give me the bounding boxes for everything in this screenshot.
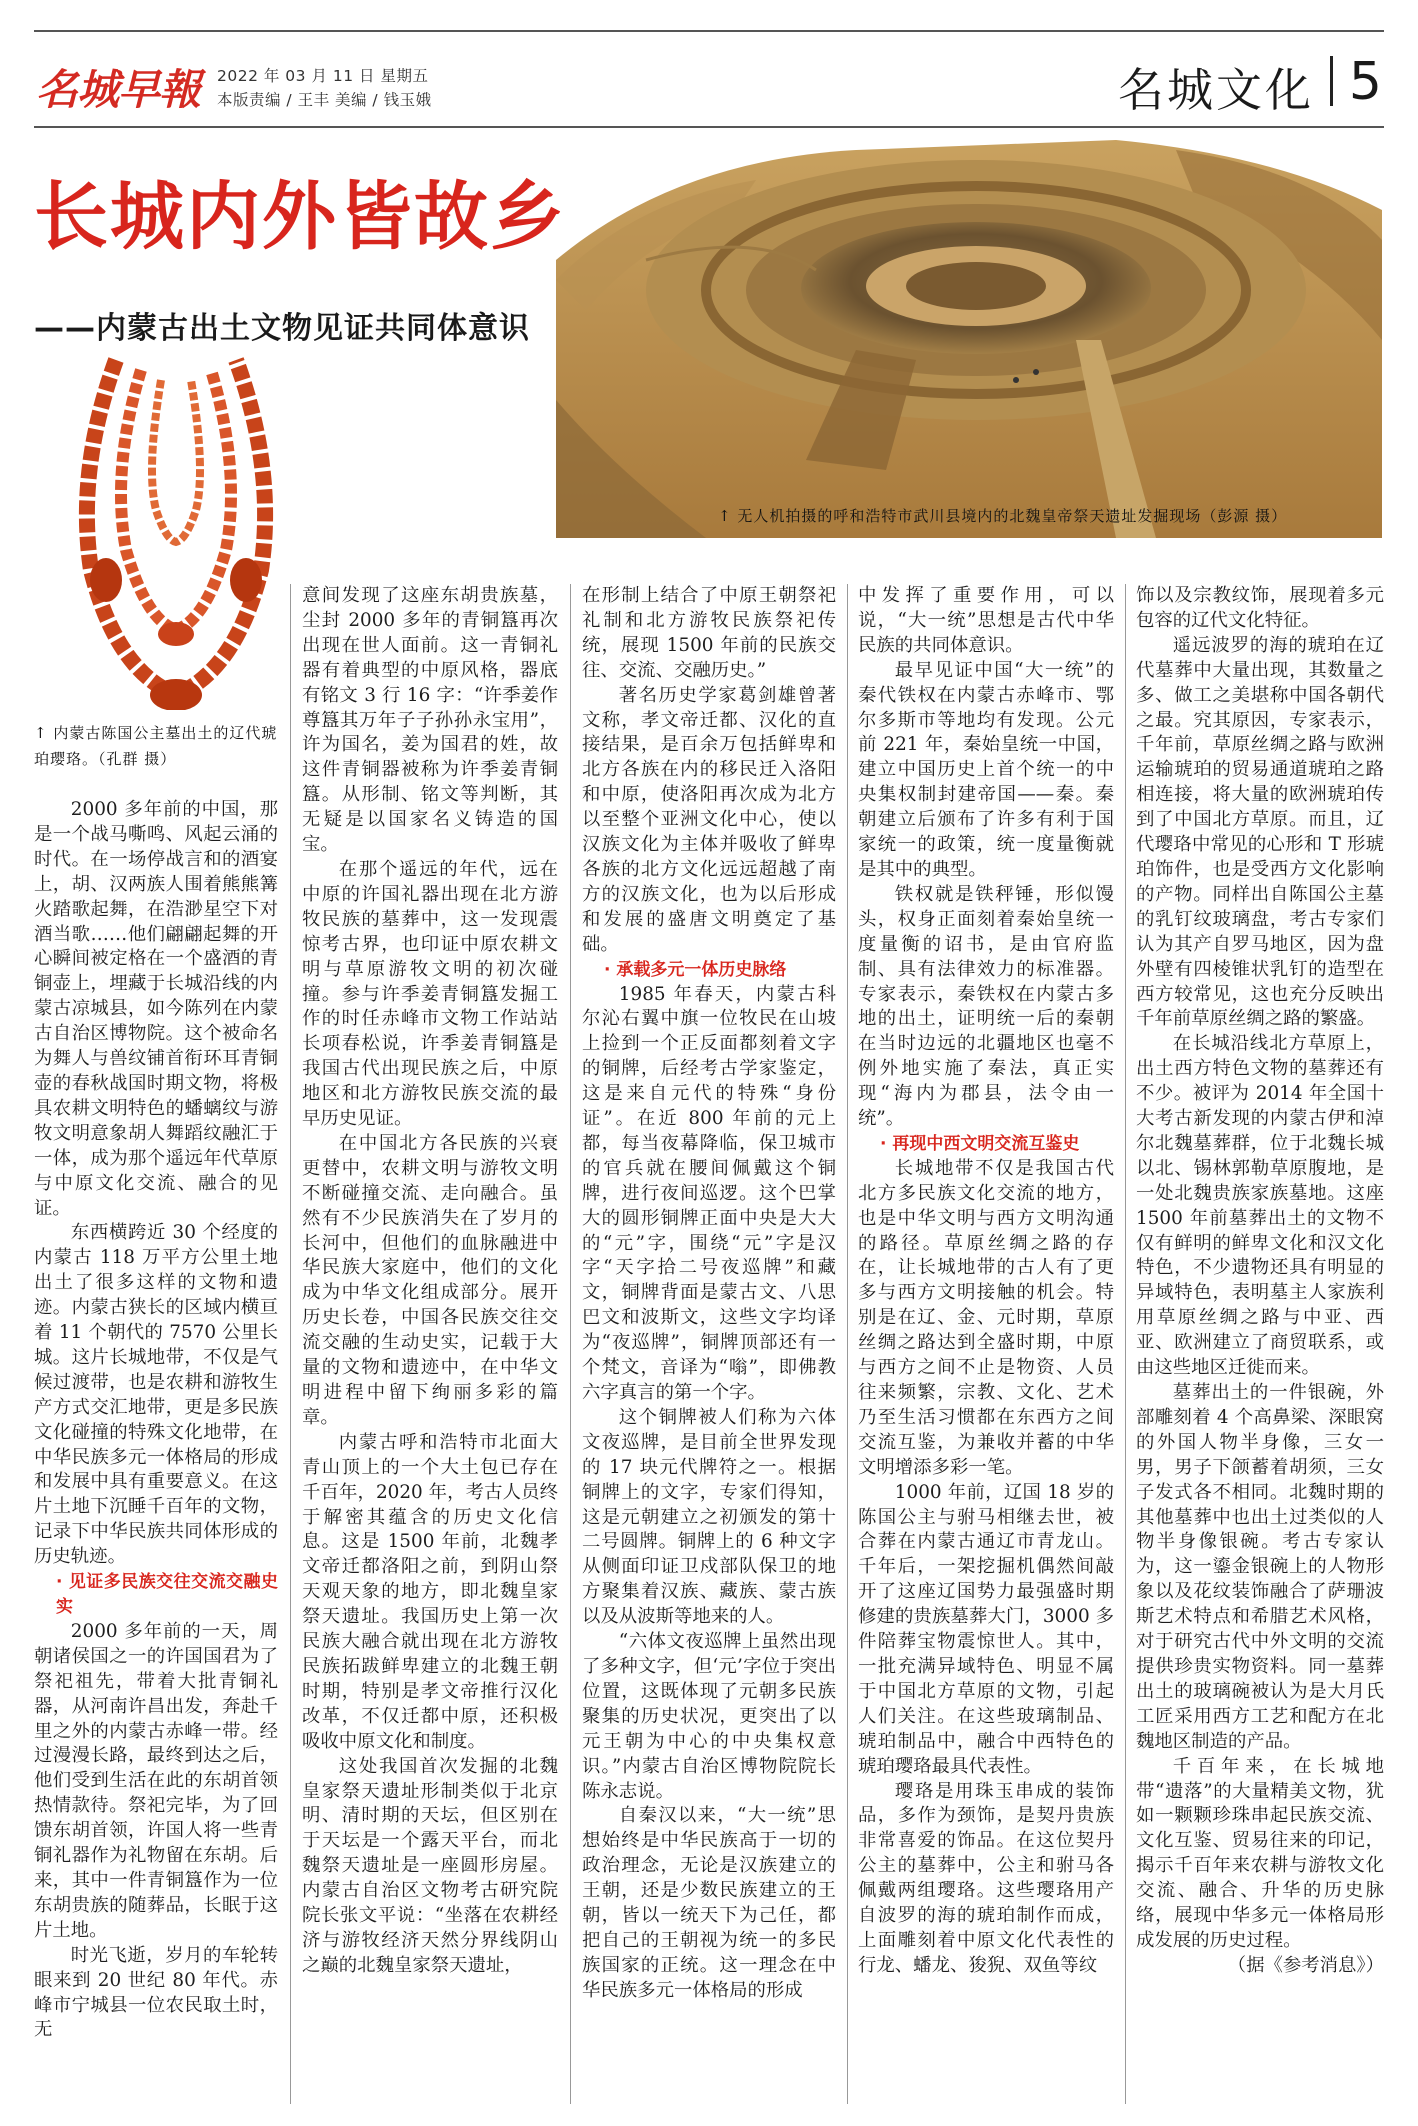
column-rule [290,584,291,2104]
article-paragraph: 意间发现了这座东胡贵族墓，尘封 2000 多年的青铜簋再次出现在世人面前。这一青铜礼器有着典型的中原风格，器底有铭文 3 行 16 字：“许季姜作尊簋其万年子子孙孙永宝用”，许为国名，姜为国君的姓，故这件青铜器被称为许季姜青铜簋。从形制、铭文等判断，其无疑是以国家名义铸造的国宝。 [302,585,558,856]
article-paragraph: 遥远波罗的海的琥珀在辽代墓葬中大量出现，其数量之多、做工之美堪称中国各朝代之最。究其原因，专家表示，千年前，草原丝绸之路与欧洲运输琥珀的贸易通道琥珀之路相连接，将大量的欧洲琥珀传到了中国北方草原。而且，辽代璎珞中常见的心形和 T 形琥珀饰件，也是受西方文化影响的产物。同样出自陈国公主墓的乳钉纹玻璃盘，考古专家们认为其产自罗马地区，因为盘外壁有四棱锥状乳钉的造型在西方较常见，这也充分反映出千年前草原丝绸之路的繁盛。 [1136,634,1384,1030]
article-column-2 [302,584,558,2118]
article-paragraph: 在形制上结合了中原王朝祭祀礼制和北方游牧民族祭祀传统，展现 1500 年前的民族交往、交流、交融历史。” [582,585,836,681]
page-number: 5 [1348,52,1382,112]
section-subhead: · 见证多民族交往交流交融史实 [56,1572,278,1617]
article-paragraph: 在长城沿线北方草原上，出土西方特色文物的墓葬还有不少。被评为 2014 年全国十大考古新发现的内蒙古伊和淖尔北魏墓葬群，位于北魏长城以北、锡林郭勒草原腹地，是一处北魏贵族家族墓地。这座 1500 年前墓葬出土的文物不仅有鲜明的鲜卑文化和汉文化特色，不少遗物还具有明显的异域特色，表明墓主人家族利用草原丝绸之路与中亚、西亚、欧洲建立了商贸联系，或由这些地区迁徙而来。 [1136,1033,1384,1379]
svg-text:名城早報: 名城早報 [36,65,201,114]
article-column-5 [1136,584,1384,2118]
section-subhead: · 承载多元一体历史脉络 [604,959,787,980]
article-paragraph: 著名历史学家葛剑雄曾著文称，孝文帝迁都、汉化的直接结果，是百余万包括鲜卑和北方各族在内的移民迁入洛阳和中原，使洛阳再次成为北方以至整个亚洲文化中心，使以汉族文化为主体并吸收了鲜卑各族的北方文化远远超越了南方的汉族文化，也为以后形成和发展的盛唐文明奠定了基础。 [582,684,836,955]
article-paragraph: 这个铜牌被人们称为六体文夜巡牌，是目前全世界发现的 17 块元代牌符之一。根据铜牌上的文字，专家们得知，这是元朝建立之初颁发的第十二号圆牌。铜牌上的 6 种文字从侧面印证卫戍部队保卫的地方聚集着汉族、藏族、蒙古族以及从波斯等地来的人。 [582,1406,836,1628]
header-top-rule [34,30,1384,32]
subheadline: ——内蒙古出土文物见证共同体意识 [34,311,530,346]
section-divider [1330,56,1333,106]
article-paragraph: 东西横跨近 30 个经度的内蒙古 118 万平方公里土地出土了很多这样的文物和遗迹。内蒙古狭长的区域内横亘着 11 个朝代的 7570 公里长城。这片长城地带，不仅是气候过渡带，也是农耕和游牧生产方式交汇地带，更是多民族文化碰撞的特殊文化地带，在中华民族多元一体格局的形成和发展中具有重要意义。在这片土地下沉睡千百年的文物，记录下中华民族共同体形成的历史轨迹。 [34,1222,278,1568]
article-column-4 [858,584,1114,2118]
article-paragraph: 璎珞是用珠玉串成的装饰品，多作为颈饰，是契丹贵族非常喜爱的饰品。在这位契丹公主的墓葬中，公主和驸马各佩戴两组璎珞。这些璎珞用产自波罗的海的琥珀制作而成，上面雕刻着中原文化代表性的行龙、蟠龙、狻猊、双鱼等纹 [858,1780,1114,1976]
excavation-aerial-photo [556,140,1382,538]
article-paragraph: 这处我国首次发掘的北魏皇家祭天遗址形制类似于北京明、清时期的天坛，但区别在于天坛是一个露天平台，而北魏祭天遗址是一座圆形房屋。内蒙古自治区文物考古研究院院长张文平说：“坐落在农耕经济与游牧经济天然分界线阴山之巅的北魏皇家祭天遗址， [302,1755,558,1976]
article-column-3 [582,584,836,2118]
article-paragraph: 中发挥了重要作用，可以说，“大一统”思想是古代中华民族的共同体意识。 [858,585,1114,656]
amber-necklace-photo [46,350,306,710]
article-paragraph: 长城地带不仅是我国古代北方多民族文化交流的地方，也是中华文明与西方文明沟通的路径。草原丝绸之路的存在，让长城地带的古人有了更多与西方文明接触的机会。特别是在辽、金、元时期，草原丝绸之路达到全盛时期，中原与西方之间不止是物资、人员往来频繁，宗教、文化、艺术乃至生活习惯都在东西方之间交流互鉴，为兼收并蓄的中华文明增添多彩一笔。 [858,1157,1114,1478]
article-paragraph: 自秦汉以来，“大一统”思想始终是中华民族高于一切的政治理念，无论是汉族建立的王朝，还是少数民族建立的王朝，皆以一统天下为己任，都把自己的王朝视为统一的多民族国家的正统。这一理念在中华民族多元一体格局的形成 [582,1805,836,2001]
article-paragraph: 内蒙古呼和浩特市北面大青山顶上的一个大土包已存在千百年，2020 年，考古人员终于解密其蕴含的历史文化信息。这是 1500 年前，北魏孝文帝迁都洛阳之前，到阴山祭天观天象的地方，即北魏皇家祭天遗址。我国历史上第一次民族大融合就出现在北方游牧民族拓跋鲜卑建立的北魏王朝时期，特别是孝文帝推行汉化改革，不仅迁都中原，还积极吸收中原文化和制度。 [302,1431,558,1752]
header-bottom-rule [34,126,1384,128]
masthead-logo [34,58,210,116]
article-paragraph: 铁权就是铁秤锤，形似馒头，权身正面刻着秦始皇统一度量衡的诏书，是由官府监制、具有法律效力的标准器。专家表示，秦铁权在内蒙古多地的出土，证明统一后的秦朝在当时边远的北疆地区也毫不例外地实施了秦法，真正实现“海内为郡县，法令由一统”。 [858,883,1114,1130]
article-paragraph: 1000 年前，辽国 18 岁的陈国公主与驸马相继去世，被合葬在内蒙古通辽市青龙山。千年后，一架挖掘机偶然间敲开了这座辽国势力最强盛时期修建的贵族墓葬大门，3000 多件陪葬宝物震惊世人。其中，一批充满异域特色、明显不属于中国北方草原的文物，引起人们关注。在这些玻璃制品、琥珀制品中，融合中西特色的琥珀璎珞最具代表性。 [858,1481,1114,1777]
amber-photo-caption: ↑ 内蒙古陈国公主墓出土的辽代琥珀璎珞。（孔群 摄） [34,724,278,768]
article-paragraph: 1985 年春天，内蒙古科尔沁右翼中旗一位牧民在山坡上捡到一个正反面都刻着文字的铜牌，后经考古学家鉴定，这是来自元代的特殊“身份证”。在近 800 年前的元上都，每当夜幕降临，保卫城市的官兵就在腰间佩戴这个铜牌，进行夜间巡逻。这个巴掌大的圆形铜牌正面中央是大大的“元”字，围绕“元”字是汉字“天字拾二号夜巡牌”和藏文，铜牌背面是蒙古文、八思巴文和波斯文，这些文字均译为“夜巡牌”，铜牌顶部还有一个梵文，音译为“嗡”，即佛教六字真言的第一个字。 [582,983,836,1403]
headline: 长城内外皆故乡 [34,174,566,260]
column-rule [570,584,571,2104]
article-paragraph: 千百年来，在长城地带“遗落”的大量精美文物，犹如一颗颗珍珠串起民族交流、文化互鉴、贸易往来的印记，揭示千百年来农耕与游牧文化交流、融合、升华的历史脉络，展现中华多元一体格局形成发展的历史过程。 [1136,1755,1384,1951]
editors-credit: 本版责编 / 王丰 美编 / 钱玉娥 [217,91,432,109]
column-rule [1125,584,1126,2104]
article-source: （据《参考消息》） [1227,1954,1384,1976]
issue-date: 2022 年 03 月 11 日 星期五 [217,67,429,85]
article-paragraph: 饰以及宗教纹饰，展现着多元包容的辽代文化特征。 [1136,585,1384,631]
section-name: 名城文化 [1118,63,1314,117]
section-subhead: · 再现中西文明交流互鉴史 [880,1133,1080,1154]
article-paragraph: 最早见证中国“大一统”的秦代铁权在内蒙古赤峰市、鄂尔多斯市等地均有发现。公元前 221 年，秦始皇统一中国，建立中国历史上首个统一的中央集权制封建帝国——秦。秦朝建立后颁布了许多有利于国家统一的政策，统一度量衡就是其中的典型。 [858,659,1114,880]
article-column-1 [34,798,278,2118]
article-paragraph: “六体文夜巡牌上虽然出现了多种文字，但‘元’字位于突出位置，这既体现了元朝多民族聚集的历史状况，更突出了以元王朝为中心的中央集权意识。”内蒙古自治区博物院院长陈永志说。 [582,1631,836,1802]
article-paragraph: 时光飞逝，岁月的车轮转眼来到 20 世纪 80 年代。赤峰市宁城县一位农民取土时，无 [34,1944,278,2041]
article-paragraph: 在中国北方各民族的兴衰更替中，农耕文明与游牧文明不断碰撞交流、走向融合。虽然有不少民族消失在了岁月的长河中，但他们的血脉融进中华民族大家庭中，他们的文化成为中华文化组成部分。展开历史长卷，中国各民族交往交流交融的生动史实，记载于大量的文物和遗迹中，在中华文明进程中留下绚丽多彩的篇章。 [302,1132,558,1428]
article-paragraph: 在那个遥远的年代，远在中原的许国礼器出现在北方游牧民族的墓葬中，这一发现震惊考古界，也印证中原农耕文明与草原游牧文明的初次碰撞。参与许季姜青铜簋发掘工作的时任赤峰市文物工作站站长项春松说，许季姜青铜簋是我国古代出现民族之后，中原地区和北方游牧民族交流的最早历史见证。 [302,858,558,1130]
article-paragraph: 2000 多年前的一天，周朝诸侯国之一的许国国君为了祭祀祖先，带着大批青铜礼器，从河南许昌出发，奔赴千里之外的内蒙古赤峰一带。经过漫漫长路，最终到达之后，他们受到生活在此的东胡首领热情款待。祭祀完毕，为了回馈东胡首领，许国人将一些青铜礼器作为礼物留在东胡。后来，其中一件青铜簋作为一位东胡贵族的随葬品，长眠于这片土地。 [34,1620,278,1941]
article-paragraph: 墓葬出土的一件银碗，外部雕刻着 4 个高鼻梁、深眼窝的外国人物半身像，三女一男，男子下颌蓄着胡须，三女子发式各不相同。北魏时期的其他墓葬中也出土过类似的人物半身像银碗。考古专家认为，这一鎏金银碗上的人物形象以及花纹装饰融合了萨珊波斯艺术特点和希腊艺术风格，对于研究古代中外文明的交流提供珍贵实物资料。同一墓葬出土的玻璃碗被认为是大月氏工匠采用西方工艺和配方在北魏地区制造的产品。 [1136,1382,1384,1752]
article-paragraph: 2000 多年前的中国，那是一个战马嘶鸣、风起云涌的时代。在一场停战言和的酒宴上，胡、汉两族人围着熊熊篝火踏歌起舞，在浩渺星空下对酒当歌……他们翩翩起舞的开心瞬间被定格在一个盛酒的青铜壶上，埋藏于长城沿线的内蒙古凉城县，如今陈列在内蒙古自治区博物院。这个被命名为舞人与兽纹铺首衔环耳青铜壶的春秋战国时期文物，将极具农耕文明特色的蟠螭纹与游牧文明意象胡人舞蹈纹融汇于一体，成为那个遥远年代草原与中原文化交流、融合的见证。 [34,799,278,1219]
column-rule [847,584,848,2104]
main-photo-caption: ↑ 无人机拍摄的呼和浩特市武川县境内的北魏皇帝祭天遗址发掘现场（彭源 摄） [718,507,1288,525]
